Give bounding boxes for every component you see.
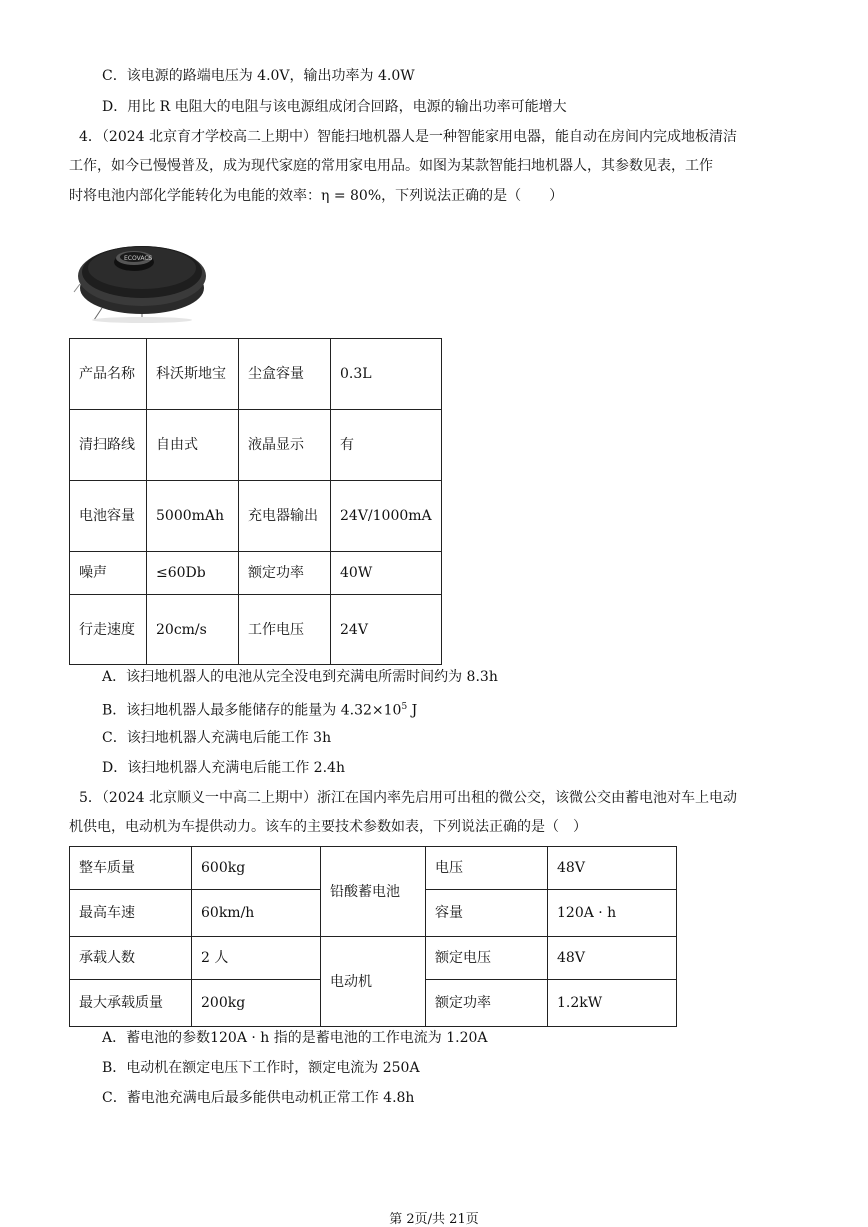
t1-r1c1: 产品名称 [70,339,147,410]
t1-r4c4: 40W [331,552,442,595]
q4-stem-line1: 4．（2024 北京育才学校高二上期中）智能扫地机器人是一种智能家用电器，能自动在房间内完成地板清洁 [79,129,737,145]
t2-r3c5: 48V [548,937,677,980]
t2-r2c5: 120A · h [548,890,677,937]
t2-r2c1: 最高车速 [70,890,192,937]
t1-r3c1: 电池容量 [70,481,147,552]
t1-r4c3: 额定功率 [239,552,331,595]
t1-r1c4: 0.3L [331,339,442,410]
q5-option-a: A．蓄电池的参数120A · h 指的是蓄电池的工作电流为 1.20A [102,1030,488,1046]
t2-motor-cell: 电动机 [321,937,426,1027]
q4-option-b-exponent: 5 [401,702,408,712]
t1-r2c3: 液晶显示 [239,410,331,481]
t2-r1c4: 电压 [426,847,548,890]
t1-r3c3: 充电器输出 [239,481,331,552]
t1-r2c4: 有 [331,410,442,481]
t2-r2c2: 60km/h [192,890,321,937]
q5-option-b: B．电动机在额定电压下工作时，额定电流为 250A [102,1060,420,1076]
t1-r4c1: 噪声 [70,552,147,595]
t2-r3c2: 2 人 [192,937,321,980]
q4-option-d: D．该扫地机器人充满电后能工作 2.4h [102,760,345,776]
t1-r2c1: 清扫路线 [70,410,147,481]
t2-r4c4: 额定功率 [426,980,548,1027]
q5-stem-line1: 5．（2024 北京顺义一中高二上期中）浙江在国内率先启用可出租的微公交，该微公交由蓄电池对车上电动 [79,790,737,806]
t1-r4c2: ≤60Db [147,552,239,595]
t2-r4c2: 200kg [192,980,321,1027]
t1-r1c2: 科沃斯地宝 [147,339,239,410]
robot-brand-label: ECOVACS [124,255,153,262]
q4-stem-line2: 工作，如今已慢慢普及，成为现代家庭的常用家电用品。如图为某款智能扫地机器人，其参数见表，工作 [69,158,713,174]
prev-option-d: D．用比 R 电阻大的电阻与该电源组成闭合回路，电源的输出功率可能增大 [102,99,567,115]
q5-spec-table [69,846,677,1027]
t2-r3c4: 额定电压 [426,937,548,980]
t2-r1c1: 整车质量 [70,847,192,890]
t2-r4c1: 最大承载质量 [70,980,192,1027]
t1-r5c2: 20cm/s [147,595,239,665]
q5-option-c: C．蓄电池充满电后最多能供电动机正常工作 4.8h [102,1090,415,1106]
t2-battery-cell: 铅酸蓄电池 [321,847,426,937]
q4-option-a: A．该扫地机器人的电池从完全没电到充满电所需时间约为 8.3h [102,669,498,685]
t1-r2c2: 自由式 [147,410,239,481]
q4-spec-table [69,338,442,665]
prev-option-c: C．该电源的路端电压为 4.0V，输出功率为 4.0W [102,68,415,84]
t2-r4c5: 1.2kW [548,980,677,1027]
t1-r5c1: 行走速度 [70,595,147,665]
t2-r3c1: 承载人数 [70,937,192,980]
t1-r3c4: 24V/1000mA [331,481,442,552]
q4-option-b [102,697,417,721]
robot-vacuum-image [72,222,212,326]
q4-option-b-text: B．该扫地机器人最多能储存的能量为 4.32×10 [102,702,402,719]
q4-stem-line3: 时将电池内部化学能转化为电能的效率：η = 80%，下列说法正确的是（ ） [69,188,564,204]
q5-stem-line2: 机供电，电动机为车提供动力。该车的主要技术参数如表，下列说法正确的是（ ） [69,819,587,835]
t2-r1c2: 600kg [192,847,321,890]
q4-option-b-unit: J [407,702,418,719]
q4-option-c: C．该扫地机器人充满电后能工作 3h [102,730,332,746]
page-footer: 第 2页/共 21页 [389,1212,479,1227]
t2-r1c5: 48V [548,847,677,890]
t1-r5c4: 24V [331,595,442,665]
t1-r3c2: 5000mAh [147,481,239,552]
t1-r1c3: 尘盒容量 [239,339,331,410]
t2-r2c4: 容量 [426,890,548,937]
t1-r5c3: 工作电压 [239,595,331,665]
